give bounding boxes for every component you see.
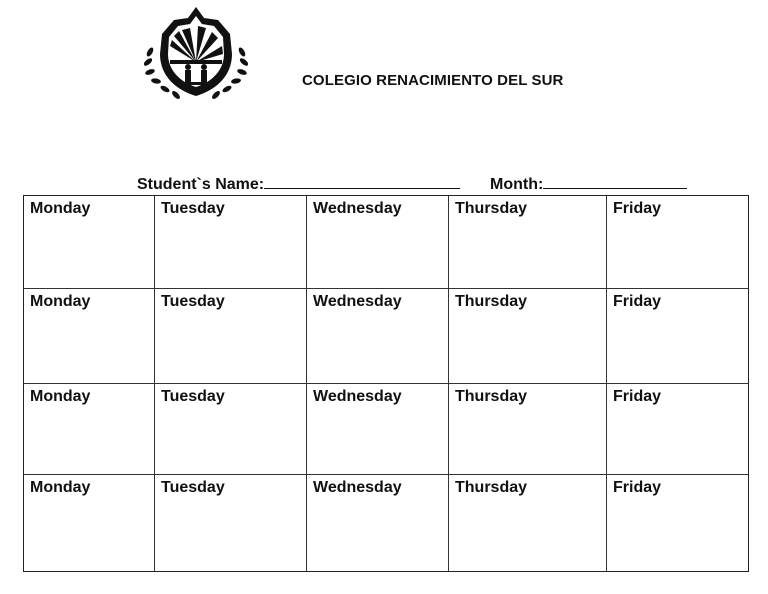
day-label: Wednesday [313, 479, 402, 496]
calendar-cell[interactable] [607, 196, 748, 289]
day-label: Friday [613, 479, 662, 496]
calendar-cell[interactable] [24, 475, 155, 571]
calendar-cell[interactable] [307, 475, 449, 571]
day-label: Tuesday [161, 293, 225, 310]
month-blank[interactable] [543, 174, 687, 189]
day-label: Monday [30, 479, 91, 496]
day-label: Wednesday [313, 388, 402, 405]
day-label: Thursday [455, 479, 528, 496]
day-label: Wednesday [313, 293, 402, 310]
day-label: Monday [30, 293, 91, 310]
day-label: Monday [30, 200, 91, 217]
day-label: Friday [613, 388, 662, 405]
calendar-cell[interactable] [307, 384, 449, 475]
day-label: Thursday [455, 200, 528, 217]
calendar-cell[interactable] [449, 384, 607, 475]
school-crest-icon [138, 4, 254, 106]
calendar-cell[interactable] [307, 289, 449, 384]
student-name-label: Student`s Name: [137, 176, 265, 193]
calendar-cell[interactable] [24, 289, 155, 384]
calendar-cell[interactable] [155, 475, 307, 571]
day-label: Thursday [455, 388, 528, 405]
month-field[interactable] [490, 174, 687, 194]
calendar-cell[interactable] [449, 475, 607, 571]
student-name-field[interactable] [137, 174, 460, 194]
calendar-cell[interactable] [155, 196, 307, 289]
day-label: Thursday [455, 293, 528, 310]
calendar-cell[interactable] [24, 196, 155, 289]
calendar-cell[interactable] [449, 196, 607, 289]
day-label: Tuesday [161, 200, 225, 217]
day-label: Wednesday [313, 200, 402, 217]
school-name: COLEGIO RENACIMIENTO DEL SUR [302, 72, 564, 89]
day-label: Friday [613, 293, 662, 310]
day-label: Tuesday [161, 479, 225, 496]
day-label: Monday [30, 388, 91, 405]
calendar-cell[interactable] [24, 384, 155, 475]
calendar-cell[interactable] [155, 289, 307, 384]
calendar-cell[interactable] [155, 384, 307, 475]
student-name-blank[interactable] [264, 174, 460, 189]
weekly-calendar-grid [23, 195, 749, 572]
day-label: Tuesday [161, 388, 225, 405]
day-label: Friday [613, 200, 662, 217]
calendar-cell[interactable] [607, 384, 748, 475]
calendar-cell[interactable] [307, 196, 449, 289]
month-label: Month: [490, 176, 544, 193]
calendar-cell[interactable] [449, 289, 607, 384]
calendar-cell[interactable] [607, 289, 748, 384]
calendar-cell[interactable] [607, 475, 748, 571]
